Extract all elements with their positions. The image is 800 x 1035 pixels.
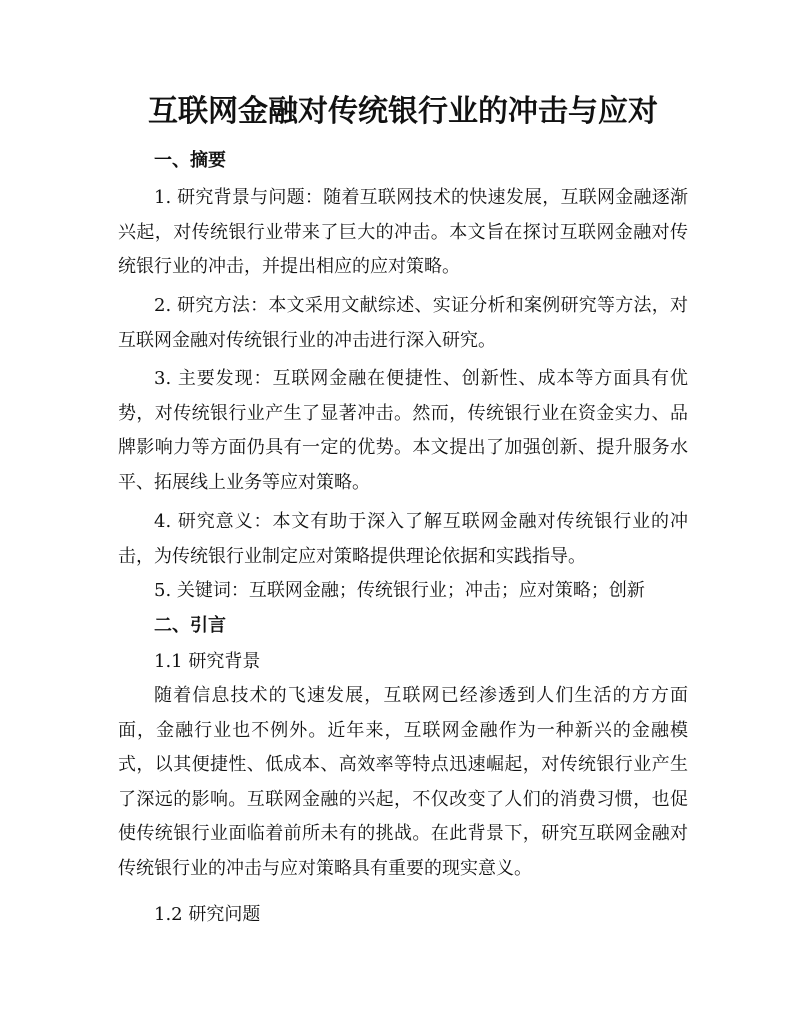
abstract-paragraph-4: 4. 研究意义：本文有助于深入了解互联网金融对传统银行业的冲击，为传统银行业制定应对策略提供理论依据和实践指导。 (118, 511, 688, 567)
abstract-paragraph-2: 2. 研究方法：本文采用文献综述、实证分析和案例研究等方法，对互联网金融对传统银行业的冲击进行深入研究。 (118, 295, 688, 351)
subsection-heading-1-1: 1.1 研究背景 (154, 651, 261, 672)
abstract-paragraph-5: 5. 关键词：互联网金融；传统银行业；冲击；应对策略；创新 (154, 580, 645, 601)
document-title: 互联网金融对传统银行业的冲击与应对 (148, 94, 658, 129)
subsection-heading-1-2: 1.2 研究问题 (154, 904, 261, 925)
background-paragraph: 随着信息技术的飞速发展，互联网已经渗透到人们生活的方方面面，金融行业也不例外。近年来，互联网金融作为一种新兴的金融模式，以其便捷性、低成本、高效率等特点迅速崛起，对传统银行业产生了深远的影响。互联网金融的兴起，不仅改变了人们的消费习惯，也促使传统银行业面临着前所未有的挑战。在此背景下，研究互联网金融对传统银行业的冲击与应对策略具有重要的现实意义。 (118, 685, 688, 879)
abstract-paragraph-3: 3. 主要发现：互联网金融在便捷性、创新性、成本等方面具有优势，对传统银行业产生了显著冲击。然而，传统银行业在资金实力、品牌影响力等方面仍具有一定的优势。本文提出了加强创新、提升服务水平、拓展线上业务等应对策略。 (118, 368, 688, 493)
section-heading-abstract: 一、摘要 (154, 150, 226, 171)
abstract-paragraph-1: 1. 研究背景与问题：随着互联网技术的快速发展，互联网金融逐渐兴起，对传统银行业带来了巨大的冲击。本文旨在探讨互联网金融对传统银行业的冲击，并提出相应的应对策略。 (118, 187, 688, 277)
section-heading-introduction: 二、引言 (154, 615, 226, 636)
